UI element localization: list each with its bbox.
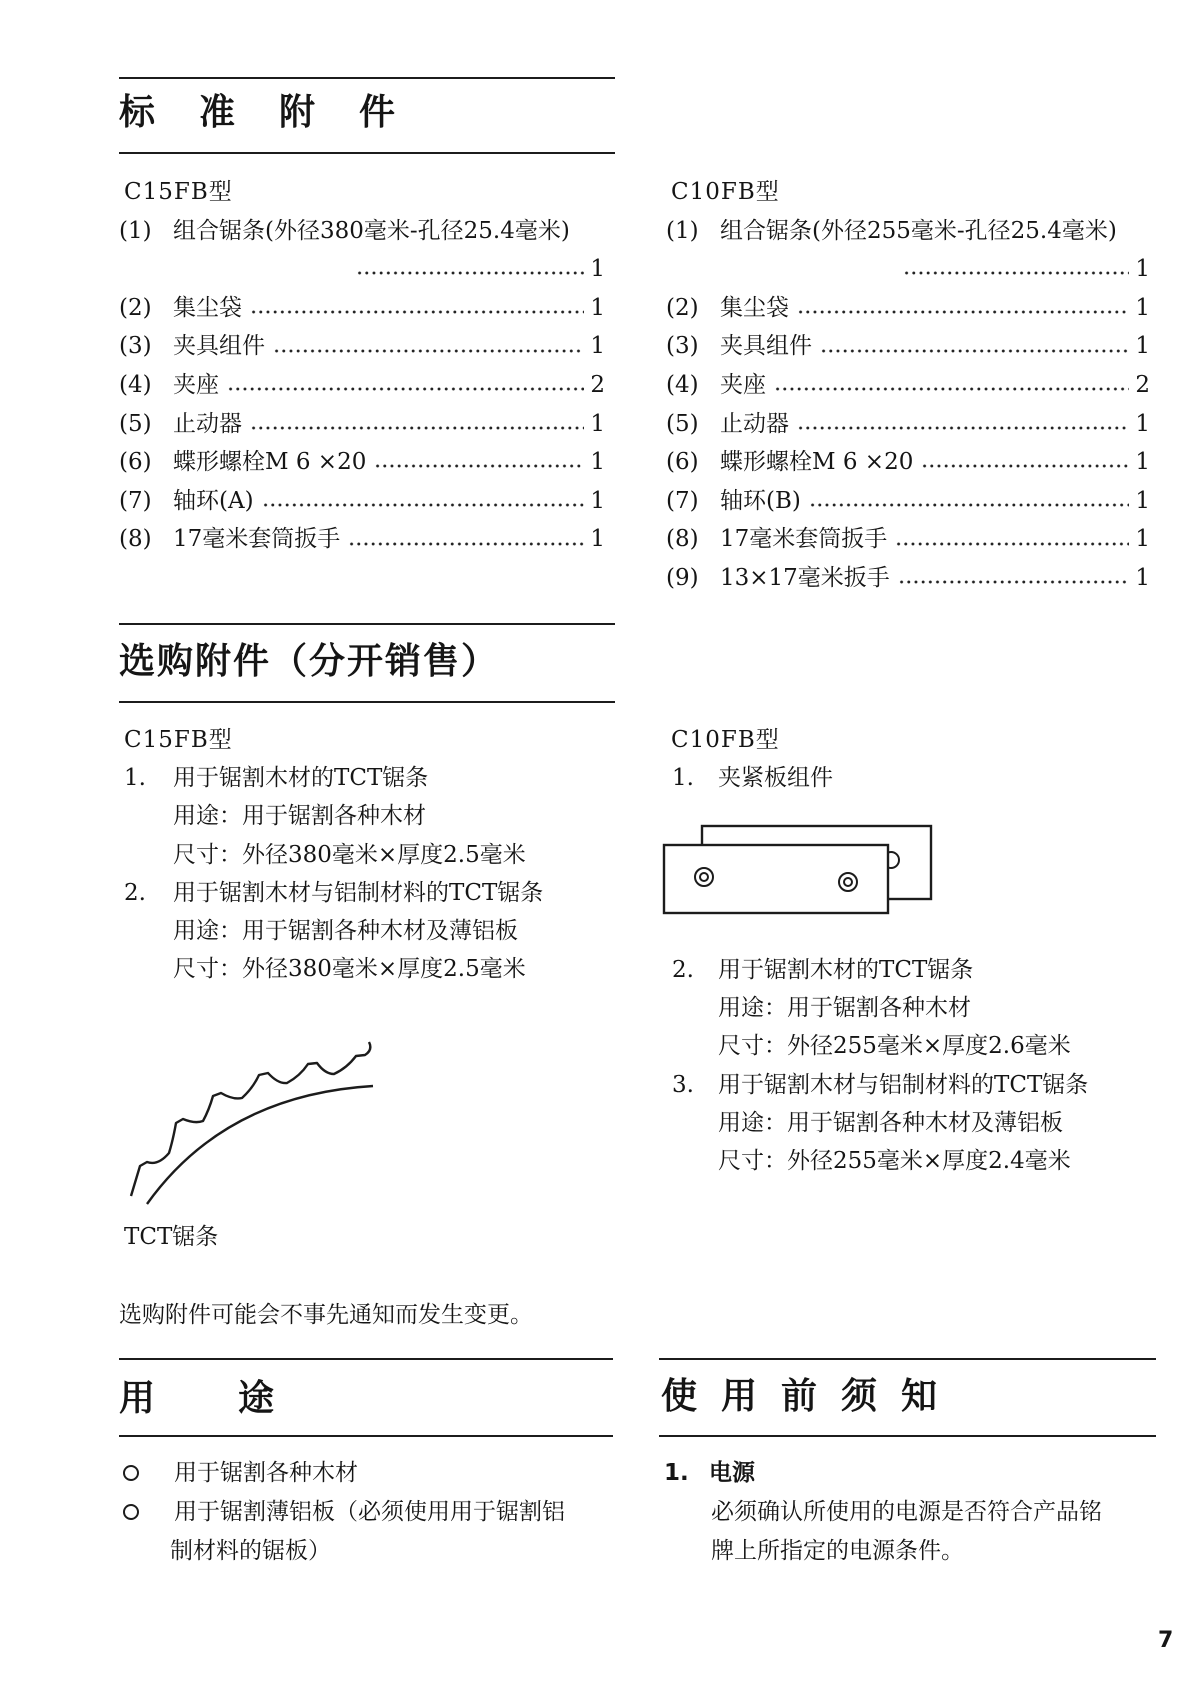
- dot-leader: [898, 580, 1130, 584]
- item-number: 3.: [672, 1071, 694, 1098]
- list-item: [119, 1454, 613, 1493]
- item-label: 13×17毫米扳手: [720, 564, 890, 591]
- item-quantity: 1: [590, 487, 605, 514]
- item-quantity: 1: [590, 410, 605, 437]
- item-number: 1.: [124, 765, 146, 792]
- accessory-item: [666, 212, 1150, 251]
- accessory-item-continuation: [119, 250, 605, 289]
- tct-saw-blade-illustration: [125, 1040, 380, 1210]
- dot-leader: [250, 310, 584, 314]
- item-use: 用途：用于锯割各种木材: [173, 803, 426, 830]
- item-number: (3): [119, 333, 152, 360]
- dot-leader: [250, 426, 584, 430]
- optional-item-title: [666, 951, 1156, 989]
- item-quantity: 2: [1135, 371, 1150, 398]
- section-rule-top: [659, 1358, 1156, 1360]
- item-number: (3): [666, 333, 699, 360]
- item-title: 用于锯割木材与铝制材料的TCT锯条: [718, 1071, 1089, 1098]
- item-number: (1): [119, 217, 152, 244]
- accessory-item: [119, 520, 605, 559]
- item-size: 尺寸：外径380毫米×厚度2.5毫米: [173, 841, 526, 868]
- item-label: 17毫米套筒扳手: [173, 526, 341, 553]
- dot-leader: [903, 271, 1129, 275]
- applications-list: [119, 1454, 613, 1571]
- list-item-text: 用于锯割薄铝板（必须使用用于锯割铝: [174, 1498, 565, 1525]
- precautions-heading: 使用前须知: [661, 1376, 962, 1417]
- item-number: 1.: [664, 1460, 689, 1486]
- clamp-plate-illustration: [660, 820, 940, 920]
- dot-leader: [797, 426, 1129, 430]
- item-quantity: 1: [590, 256, 605, 283]
- item-quantity: 1: [1135, 487, 1150, 514]
- precaution-text: 必须确认所使用的电源是否符合产品铭: [711, 1498, 1102, 1525]
- item-size: 尺寸：外径380毫米×厚度2.5毫米: [173, 956, 526, 983]
- accessory-item: [666, 559, 1150, 598]
- item-label: 止动器: [720, 410, 789, 437]
- standard-accessories-c15fb: [119, 173, 605, 559]
- item-number: 1.: [672, 765, 694, 792]
- item-title: 夹紧板组件: [718, 765, 833, 792]
- item-number: (9): [666, 564, 699, 591]
- page-number: 7: [1158, 1628, 1174, 1653]
- item-label: 止动器: [173, 410, 242, 437]
- accessory-item: [666, 327, 1150, 366]
- precautions-list: [664, 1454, 1156, 1571]
- optional-item-title: [666, 1066, 1156, 1104]
- precaution-title: [664, 1454, 1156, 1493]
- item-number: (1): [666, 217, 699, 244]
- item-label: 集尘袋: [720, 294, 789, 321]
- item-quantity: 1: [1135, 294, 1150, 321]
- accessory-item: [119, 289, 605, 328]
- dot-leader: [797, 310, 1129, 314]
- accessory-item: [119, 405, 605, 444]
- figure-caption: TCT锯条: [124, 1224, 219, 1250]
- model-label: C10FB型: [671, 179, 780, 205]
- bullet-circle-icon: [123, 1465, 139, 1481]
- optional-item-title: [119, 759, 615, 797]
- accessory-item: [119, 366, 605, 405]
- optional-item-title: [666, 759, 1156, 797]
- item-number: (7): [119, 487, 152, 514]
- precaution-text: 牌上所指定的电源条件。: [711, 1537, 964, 1564]
- item-number: (6): [119, 449, 152, 476]
- list-item-text: 制材料的锯板）: [170, 1537, 331, 1564]
- dot-leader: [356, 271, 584, 275]
- accessory-item: [666, 443, 1150, 482]
- section-rule-bottom: [119, 152, 615, 154]
- item-number: (4): [666, 371, 699, 398]
- item-label: 夹具组件: [720, 333, 812, 360]
- item-quantity: 1: [1135, 256, 1150, 283]
- item-label: 组合锯条(外径255毫米-孔径25.4毫米): [720, 217, 1117, 244]
- optional-accessories-c15fb: [119, 721, 615, 988]
- item-quantity: 2: [590, 371, 605, 398]
- item-quantity: 1: [1135, 410, 1150, 437]
- item-quantity: 1: [590, 294, 605, 321]
- item-label: 组合锯条(外径380毫米-孔径25.4毫米): [173, 217, 570, 244]
- item-label: 集尘袋: [173, 294, 242, 321]
- item-number: (8): [666, 526, 699, 553]
- item-quantity: 1: [590, 449, 605, 476]
- saw-blade-inner-arc: [147, 1086, 373, 1204]
- list-item-continuation: [119, 1532, 613, 1571]
- item-quantity: 1: [1135, 564, 1150, 591]
- dot-leader: [273, 349, 584, 353]
- accessory-item: [666, 289, 1150, 328]
- item-label: 蝶形螺栓M 6 ×20: [720, 449, 914, 476]
- item-label: 夹座: [173, 371, 219, 398]
- item-use: 用途：用于锯割各种木材及薄铝板: [718, 1109, 1063, 1136]
- bullet-circle-icon: [123, 1504, 139, 1520]
- item-number: (8): [119, 526, 152, 553]
- item-number: (7): [666, 487, 699, 514]
- item-quantity: 1: [1135, 449, 1150, 476]
- standard-accessories-c10fb: [666, 173, 1150, 598]
- accessory-item: [666, 366, 1150, 405]
- accessory-item: [119, 212, 605, 251]
- model-label: C10FB型: [671, 727, 780, 753]
- item-label: 17毫米套筒扳手: [720, 526, 888, 553]
- dot-leader: [820, 349, 1129, 353]
- item-use: 用途：用于锯割各种木材及薄铝板: [173, 917, 518, 944]
- item-number: (5): [119, 410, 152, 437]
- list-item-text: 用于锯割各种木材: [174, 1460, 358, 1486]
- item-size: 尺寸：外径255毫米×厚度2.4毫米: [718, 1147, 1071, 1174]
- section-rule-bottom: [119, 701, 615, 703]
- applications-heading: 用途: [119, 1378, 358, 1419]
- clamp-plate-front: [664, 845, 888, 913]
- accessory-item: [666, 520, 1150, 559]
- item-quantity: 1: [1135, 333, 1150, 360]
- item-number: (6): [666, 449, 699, 476]
- item-title: 用于锯割木材的TCT锯条: [173, 765, 429, 792]
- item-label: 轴环(A): [173, 487, 254, 514]
- optional-item-title: [119, 874, 615, 912]
- saw-blade-teeth: [131, 1042, 370, 1196]
- item-number: 2.: [672, 957, 694, 983]
- item-number: 2.: [124, 879, 146, 906]
- dot-leader: [774, 387, 1129, 391]
- model-label: C15FB型: [124, 727, 233, 753]
- standard-accessories-heading: 标准附件: [119, 92, 440, 133]
- item-quantity: 1: [590, 526, 605, 553]
- item-title: 用于锯割木材与铝制材料的TCT锯条: [173, 879, 544, 906]
- item-title: 电源: [709, 1460, 755, 1486]
- item-number: (2): [119, 294, 152, 321]
- section-rule-bottom: [659, 1435, 1156, 1437]
- accessory-item: [666, 482, 1150, 521]
- item-label: 夹具组件: [173, 333, 265, 360]
- change-notice: 选购附件可能会不事先通知而发生变更。: [119, 1302, 533, 1328]
- item-label: 轴环(B): [720, 487, 801, 514]
- dot-leader: [895, 542, 1129, 546]
- section-rule-top: [119, 1358, 613, 1360]
- dot-leader: [227, 387, 584, 391]
- item-size: 尺寸：外径255毫米×厚度2.6毫米: [718, 1033, 1071, 1060]
- dot-leader: [348, 542, 584, 546]
- dot-leader: [809, 503, 1130, 507]
- item-label: 夹座: [720, 371, 766, 398]
- accessory-item: [119, 327, 605, 366]
- item-quantity: 1: [1135, 526, 1150, 553]
- model-label: C15FB型: [124, 179, 233, 205]
- dot-leader: [262, 503, 585, 507]
- accessory-item-continuation: [666, 250, 1150, 289]
- section-rule-bottom: [119, 1435, 613, 1437]
- optional-accessories-c10fb: [666, 721, 1156, 797]
- item-use: 用途：用于锯割各种木材: [718, 995, 971, 1022]
- item-label: 蝶形螺栓M 6 ×20: [173, 449, 367, 476]
- optional-accessories-heading: 选购附件（分开销售）: [119, 641, 500, 682]
- dot-leader: [374, 464, 584, 468]
- accessory-item: [666, 405, 1150, 444]
- section-rule-top: [119, 77, 615, 79]
- item-number: (5): [666, 410, 699, 437]
- item-quantity: 1: [590, 333, 605, 360]
- accessory-item: [119, 443, 605, 482]
- dot-leader: [921, 464, 1129, 468]
- item-number: (2): [666, 294, 699, 321]
- item-number: (4): [119, 371, 152, 398]
- list-item: [119, 1493, 613, 1532]
- accessory-item: [119, 482, 605, 521]
- optional-accessories-c10fb-blades: [666, 951, 1156, 1180]
- item-title: 用于锯割木材的TCT锯条: [718, 957, 974, 983]
- section-rule-top: [119, 623, 615, 625]
